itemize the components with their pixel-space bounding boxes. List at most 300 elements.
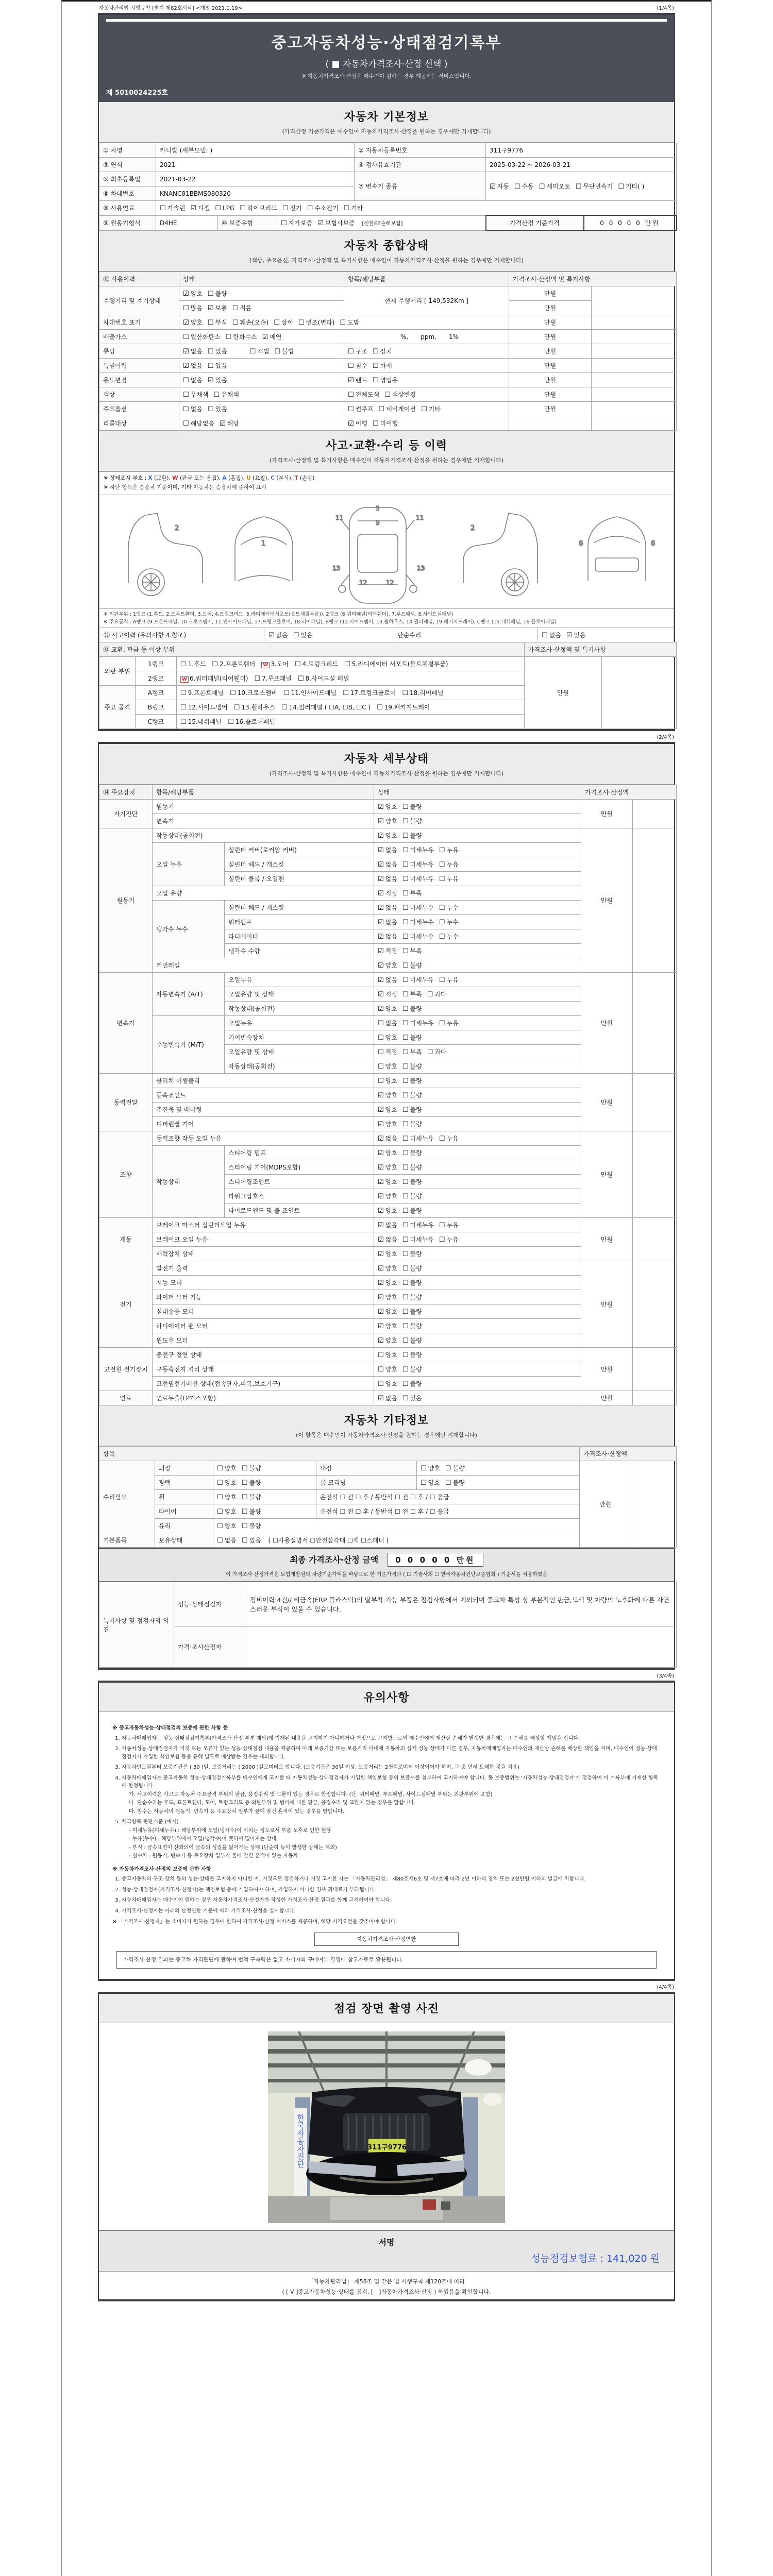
checkbox-icon: ☐ <box>207 290 214 298</box>
checkbox-없음[interactable] <box>217 1536 237 1545</box>
checkbox-있음[interactable] <box>208 361 227 370</box>
accident-history-checks <box>264 628 393 642</box>
checkbox-적법[interactable] <box>250 347 270 355</box>
checkbox-없음[interactable] <box>378 845 397 854</box>
checkbox-변조(변타)[interactable] <box>298 318 334 327</box>
panel-part-3.도어[interactable] <box>261 659 289 668</box>
checkbox-누유[interactable] <box>439 1221 459 1229</box>
checkbox-양호[interactable] <box>378 1365 397 1374</box>
item-cell <box>344 359 509 373</box>
checkbox-icon: ☐ <box>274 319 280 327</box>
checkbox-불량[interactable] <box>242 1478 261 1487</box>
checkbox-label: 양호 <box>224 1508 237 1516</box>
checkbox-유채색[interactable] <box>213 390 239 399</box>
checkbox-label: 많음 <box>190 304 203 312</box>
checkbox-양호[interactable] <box>378 1336 397 1345</box>
checkbox-무채색[interactable] <box>183 390 208 399</box>
panel-part-19.패키지트레이[interactable] <box>377 703 430 711</box>
checkbox-없음[interactable] <box>378 1019 397 1027</box>
checkbox-불량[interactable] <box>402 1120 422 1128</box>
checkbox-label: 불량 <box>410 818 422 825</box>
checkbox-매연[interactable] <box>262 332 282 341</box>
device-group-label: 제동 <box>99 1218 153 1261</box>
checkbox-불량[interactable] <box>402 1062 422 1071</box>
panel-part-5.라디에이터 서포트(볼트체결부품)[interactable] <box>344 659 448 668</box>
repair-mark-icon: W <box>180 676 189 683</box>
checkbox-icon: ☑ <box>378 919 384 927</box>
checkbox-불량[interactable] <box>402 1278 422 1287</box>
checkbox-불량[interactable] <box>402 1336 422 1345</box>
note-cell <box>592 330 677 344</box>
checkbox-양호[interactable] <box>183 289 203 298</box>
checkbox-없음[interactable] <box>378 1221 397 1229</box>
checkbox-icon: ☑ <box>268 632 275 640</box>
checkbox-불량[interactable] <box>402 831 422 840</box>
checkbox-하이브리드[interactable] <box>240 204 277 212</box>
checkbox-불량[interactable] <box>402 1091 422 1099</box>
panel-part-16.플로어패널[interactable] <box>228 717 275 726</box>
checkbox-없음[interactable] <box>268 631 288 639</box>
checkbox-label: 누수 <box>446 904 459 912</box>
checkbox-미이행[interactable] <box>373 419 398 428</box>
checkbox-미세누유[interactable] <box>402 1235 434 1244</box>
panel-part-8.사이드실 패널[interactable] <box>298 674 349 683</box>
checkbox-불량[interactable] <box>445 1464 465 1472</box>
opinion-label: 특기사항 및 점검자의 의견 <box>99 1582 174 1668</box>
checkbox-불량[interactable] <box>402 1321 422 1330</box>
checkbox-label: 불법 <box>282 348 294 355</box>
checkbox-양호[interactable] <box>378 802 397 811</box>
checkbox-있음[interactable] <box>208 347 227 355</box>
checkbox-미세누유[interactable] <box>402 975 434 984</box>
checkbox-렌트[interactable] <box>348 376 367 384</box>
checkbox-양호[interactable] <box>378 1076 397 1085</box>
checkbox-label: 없음 <box>385 1135 397 1143</box>
checkbox-불량[interactable] <box>402 1105 422 1114</box>
checkbox-불량[interactable] <box>242 1493 261 1501</box>
checkbox-보통[interactable] <box>208 303 227 312</box>
checkbox-양호[interactable] <box>378 1004 397 1013</box>
checkbox-icon: ☐ <box>217 1522 223 1531</box>
checkbox-양호[interactable] <box>378 1307 397 1316</box>
checkbox-불량[interactable] <box>402 1365 422 1374</box>
checkbox-없음[interactable] <box>183 404 203 413</box>
checkbox-양호[interactable] <box>378 1148 397 1157</box>
checkbox-미세누유[interactable] <box>402 874 434 883</box>
checkbox-부족[interactable] <box>402 1047 422 1056</box>
checkbox-불량[interactable] <box>402 1148 422 1157</box>
checkbox-불량[interactable] <box>402 1379 422 1388</box>
checkbox-영업용[interactable] <box>373 376 398 384</box>
checkbox-양호[interactable] <box>378 1264 397 1273</box>
checkbox-없음[interactable] <box>183 361 203 370</box>
checkbox-가솔린[interactable] <box>160 204 185 212</box>
value-inspection-period: 2025-03-22 ~ 2026-03-21 <box>486 158 677 172</box>
checkbox-없음[interactable] <box>378 860 397 869</box>
checkbox-누유[interactable] <box>439 1134 459 1143</box>
detail-state-checks <box>374 915 581 929</box>
panel-part-14.필러패널 ( ☐A, ☐B, ☐C )[interactable] <box>281 703 371 711</box>
checkbox-icon: ☐ <box>402 689 409 698</box>
checkbox-양호[interactable] <box>378 1033 397 1042</box>
checkbox-양호[interactable] <box>378 1120 397 1128</box>
checkbox-icon: ☑ <box>183 362 189 370</box>
detail-state-checks <box>374 1319 581 1333</box>
checkbox-icon: ☐ <box>232 304 239 312</box>
checkbox-없음[interactable] <box>378 1235 397 1244</box>
checkbox-구조[interactable] <box>348 347 367 355</box>
checkbox-양호[interactable] <box>378 1321 397 1330</box>
checkbox-불법[interactable] <box>275 347 294 355</box>
checkbox-양호[interactable] <box>378 1163 397 1172</box>
panel-part-9.프론트패널[interactable] <box>180 688 224 697</box>
checkbox-양호[interactable] <box>217 1464 237 1472</box>
panel-part-label: 1.후드 <box>188 660 206 668</box>
checkbox-일산화탄소[interactable] <box>183 332 221 341</box>
detail-state-checks <box>374 1030 581 1045</box>
checkbox-색상변경[interactable] <box>384 390 416 399</box>
checkbox-부족[interactable] <box>402 946 422 955</box>
checkbox-양호[interactable] <box>378 1350 397 1359</box>
checkbox-불량[interactable] <box>242 1521 261 1530</box>
overall-row-튜닝 <box>99 344 677 359</box>
detail-row <box>99 1391 677 1405</box>
diagram-label: 9 <box>376 519 380 527</box>
detail-item-label: 냉각수 수량 <box>225 944 374 958</box>
checkbox-이행[interactable] <box>348 419 367 428</box>
checkbox-없음[interactable] <box>378 903 397 912</box>
checkbox-무단변속기[interactable] <box>576 182 613 191</box>
checkbox-있음[interactable] <box>208 404 227 413</box>
checkbox-icon: ☐ <box>539 183 545 191</box>
checkbox-양호[interactable] <box>378 1192 397 1200</box>
checkbox-label: 자동 <box>497 183 509 190</box>
checkbox-없음[interactable] <box>378 918 397 926</box>
checkbox-적정[interactable] <box>378 1047 397 1056</box>
checkbox-적정[interactable] <box>378 889 397 897</box>
checkbox-미세누수[interactable] <box>402 903 434 912</box>
checkbox-누유[interactable] <box>439 845 459 854</box>
checkbox-icon: ☐ <box>241 1494 248 1502</box>
checkbox-과다[interactable] <box>427 990 447 998</box>
checkbox-불량[interactable] <box>402 1350 422 1359</box>
checkbox-양호[interactable] <box>378 1278 397 1287</box>
state-checks <box>179 344 344 359</box>
detail-item-label: 구동축전지 격리 상태 <box>153 1362 374 1377</box>
checkbox-상이[interactable] <box>274 318 293 327</box>
checkbox-없음[interactable] <box>378 1134 397 1143</box>
rank-note-cell <box>602 657 677 729</box>
checkbox-icon: ☐ <box>402 1063 409 1071</box>
detail-state-checks <box>374 1016 581 1030</box>
checkbox-기타[interactable] <box>421 404 441 413</box>
checkbox-LPG[interactable] <box>215 205 234 212</box>
checkbox-label: 부식 <box>215 319 227 326</box>
checkbox-전기[interactable] <box>282 204 302 212</box>
checkbox-미세누수[interactable] <box>402 918 434 926</box>
checkbox-양호[interactable] <box>421 1464 440 1472</box>
checkbox-누수[interactable] <box>439 903 459 912</box>
checkbox-label: 불량 <box>410 1077 422 1085</box>
checkbox-양호[interactable] <box>183 318 203 327</box>
panel-part-12.사이드멤버[interactable] <box>180 703 228 711</box>
checkbox-없음[interactable] <box>378 1394 397 1402</box>
checkbox-있음[interactable] <box>293 631 313 639</box>
status-code-segment: (손상) <box>298 475 315 481</box>
checkbox-label: 양호 <box>385 1149 397 1157</box>
rank-label: C랭크 <box>136 715 177 729</box>
checkbox-없음[interactable] <box>183 347 203 355</box>
checkbox-불량[interactable] <box>402 1293 422 1301</box>
checkbox-양호[interactable] <box>378 817 397 825</box>
checkbox-미세누유[interactable] <box>402 1134 434 1143</box>
checkbox-label: 무단변속기 <box>583 183 613 190</box>
checkbox-수소전기[interactable] <box>307 204 339 212</box>
panel-part-4.트렁크리드[interactable] <box>295 659 338 668</box>
checkbox-화재[interactable] <box>373 361 392 370</box>
detail-state-checks <box>374 1117 581 1131</box>
checkbox-기타( )[interactable] <box>618 182 644 191</box>
checkbox-icon: ☐ <box>439 1135 445 1143</box>
document-note: ※ 자동차가격조사·산정은 매수인이 원하는 경우 제공하는 서비스입니다. <box>301 73 472 79</box>
checkbox-label: 없음 <box>224 1537 237 1545</box>
checkbox-label: 불량 <box>452 1479 465 1487</box>
checkbox-icon: ☐ <box>294 660 301 669</box>
usage-label: 용도변경 <box>99 373 179 387</box>
checkbox-없음[interactable] <box>378 932 397 941</box>
checkbox-훼손(오손)[interactable] <box>232 318 268 327</box>
checkbox-icon: ☐ <box>372 377 379 384</box>
checkbox-도말[interactable] <box>340 318 359 327</box>
detail-price-cell: 만원 <box>581 800 633 828</box>
diagram-label: 13 <box>417 564 425 572</box>
checkbox-자가보증[interactable] <box>281 218 312 227</box>
checkbox-누유[interactable] <box>439 1019 459 1027</box>
checkbox-불량[interactable] <box>402 1004 422 1013</box>
label-car-name: ① 차명 <box>99 143 156 158</box>
checkbox-탄화수소[interactable] <box>226 332 257 341</box>
checkbox-적정[interactable] <box>378 990 397 998</box>
checkbox-icon: ☐ <box>282 205 289 212</box>
checkbox-있음[interactable] <box>402 1394 422 1402</box>
panel-part-13.휠하우스[interactable] <box>234 703 275 711</box>
checkbox-양호[interactable] <box>421 1478 440 1487</box>
checkbox-해당[interactable] <box>220 419 239 428</box>
checkbox-양호[interactable] <box>378 1206 397 1215</box>
item-cell <box>344 402 509 416</box>
checkbox-미세누유[interactable] <box>402 845 434 854</box>
checkbox-icon: ☐ <box>421 1465 427 1473</box>
checkbox-불량[interactable] <box>402 1264 422 1273</box>
checkbox-양호[interactable] <box>378 1249 397 1258</box>
checkbox-불량[interactable] <box>402 1177 422 1186</box>
panel-part-10.크로스멤버[interactable] <box>230 688 277 697</box>
checkbox-세미오토[interactable] <box>539 182 570 191</box>
checkbox-디젤[interactable] <box>190 204 210 212</box>
checkbox-icon: ☐ <box>402 1034 409 1042</box>
notice-title: 유의사항 <box>363 1691 410 1705</box>
checkbox-누유[interactable] <box>439 975 459 984</box>
panel-part-11.인사이드패널[interactable] <box>283 688 337 697</box>
checkbox-label: 양호 <box>385 1366 397 1374</box>
price-cell: 만원 <box>509 402 592 416</box>
checkbox-양호[interactable] <box>378 1105 397 1114</box>
checkbox-양호[interactable] <box>378 1062 397 1071</box>
detail-item-label: 실린더 커버(로커암 커버) <box>225 843 374 857</box>
checkbox-있음[interactable] <box>208 376 227 384</box>
state-checks <box>179 402 344 416</box>
checkbox-과다[interactable] <box>427 1047 447 1056</box>
panel-part-2.프론트휀더[interactable] <box>212 659 255 668</box>
checkbox-누수[interactable] <box>439 932 459 941</box>
checkbox-있음[interactable] <box>242 1536 261 1545</box>
checkbox-미세누유[interactable] <box>402 1019 434 1027</box>
checkbox-부족[interactable] <box>402 990 422 998</box>
checkbox-label: 불량 <box>410 1279 422 1287</box>
checkbox-불량[interactable] <box>402 817 422 825</box>
checkbox-불량[interactable] <box>402 802 422 811</box>
detail-state-checks <box>374 1290 581 1304</box>
checkbox-침수[interactable] <box>348 361 367 370</box>
checkbox-label: 불량 <box>410 1294 422 1301</box>
panel-part-label: 3.도어 <box>271 660 289 668</box>
checkbox-icon: ☐ <box>180 718 187 726</box>
checkbox-없음[interactable] <box>542 631 561 639</box>
checkbox-label: 불량 <box>410 1121 422 1128</box>
device-group-label: 고전원 전기장치 <box>99 1348 153 1391</box>
checkbox-해당없음[interactable] <box>183 419 214 428</box>
hold-state-tail: ( ☐사용설명서 ☐안전삼각대 ☐잭 ☐스패너 ) <box>268 1537 389 1545</box>
detail-item-label: 기어변속장치 <box>225 1030 374 1045</box>
detail-item-label: 발전기 출력 <box>153 1261 374 1276</box>
checkbox-label: 양호 <box>385 1294 397 1301</box>
checkbox-icon: ☐ <box>298 319 305 327</box>
checkbox-불량[interactable] <box>208 289 227 298</box>
document-number: 제 5010024225호 <box>106 89 169 97</box>
checkbox-불량[interactable] <box>242 1464 261 1472</box>
checkbox-label: 양호 <box>224 1494 237 1501</box>
checkbox-label: 양호 <box>385 962 397 970</box>
panel-part-18.리어패널[interactable] <box>402 688 443 697</box>
checkbox-양호[interactable] <box>378 1177 397 1186</box>
checkbox-적정[interactable] <box>378 946 397 955</box>
checkbox-icon: ☐ <box>402 1250 409 1259</box>
checkbox-자동[interactable] <box>490 182 509 191</box>
status-code-segment: T <box>294 475 298 481</box>
checkbox-수동[interactable] <box>514 182 534 191</box>
item-cell <box>344 416 509 431</box>
panel-part-6.쿼터패널(리어휀더)[interactable] <box>180 674 248 683</box>
checkbox-icon: ☐ <box>427 991 433 999</box>
checkbox-적음[interactable] <box>232 303 252 312</box>
detail-head-item: 항목/해당부품 <box>153 785 374 800</box>
checkbox-icon: ☐ <box>542 632 548 640</box>
checkbox-없음[interactable] <box>378 975 397 984</box>
checkbox-없음[interactable] <box>183 376 203 384</box>
checkbox-누유[interactable] <box>439 1235 459 1244</box>
checkbox-label: 미세누유 <box>410 976 434 984</box>
checkbox-icon: ☐ <box>402 919 409 927</box>
detail-head-state: 상태 <box>374 785 581 800</box>
checkbox-label: 침수 <box>355 362 367 369</box>
detail-item-label: 오일누유 <box>225 1016 374 1030</box>
checkbox-양호[interactable] <box>378 831 397 840</box>
checkbox-양호[interactable] <box>378 1091 397 1099</box>
checkbox-불량[interactable] <box>402 1076 422 1085</box>
checkbox-양호[interactable] <box>217 1521 237 1530</box>
checkbox-불량[interactable] <box>402 1192 422 1200</box>
checkbox-전체도색[interactable] <box>348 390 379 399</box>
checkbox-label: 불량 <box>410 832 422 840</box>
checkbox-불량[interactable] <box>402 1249 422 1258</box>
detail-row <box>99 828 677 843</box>
price-cell: 만원 <box>509 315 592 330</box>
checkbox-불량[interactable] <box>402 1163 422 1172</box>
checkbox-미세누유[interactable] <box>402 860 434 869</box>
detail-state-checks <box>374 1189 581 1204</box>
checkbox-미세누유[interactable] <box>402 1221 434 1229</box>
checkbox-누유[interactable] <box>439 874 459 883</box>
status-code-segment: (요철), <box>250 475 271 481</box>
panel-part-15.대쉬패널[interactable] <box>180 717 222 726</box>
panel-part-1.후드[interactable] <box>180 659 206 668</box>
checkbox-보험사보증[interactable] <box>317 218 355 227</box>
notice-subitem: - 부식 : 금속표면이 산화되어 금속의 성질을 잃어가는 상태 (단순히 녹이 발생한 상태는 제외) <box>129 1844 337 1851</box>
checkbox-부식[interactable] <box>208 318 227 327</box>
checkbox-양호[interactable] <box>217 1507 237 1516</box>
overall-head-item: 항목/해당부품 <box>344 272 509 286</box>
checkbox-양호[interactable] <box>217 1493 237 1501</box>
checkbox-미세누수[interactable] <box>402 932 434 941</box>
checkbox-불량[interactable] <box>402 1206 422 1215</box>
tire-checks <box>213 1504 316 1519</box>
checkbox-icon: ☐ <box>378 405 385 413</box>
checkbox-양호[interactable] <box>378 1379 397 1388</box>
checkbox-불량[interactable] <box>402 1307 422 1316</box>
checkbox-icon: ☐ <box>402 904 409 912</box>
checkbox-누유[interactable] <box>439 860 459 869</box>
checkbox-많음[interactable] <box>183 303 203 312</box>
panel-part-17.트렁크플로어[interactable] <box>343 688 396 697</box>
checkbox-label: 세미오토 <box>546 183 570 190</box>
checkbox-부족[interactable] <box>402 889 422 897</box>
checkbox-icon: ☐ <box>439 1020 445 1028</box>
checkbox-네비게이션[interactable] <box>378 404 416 413</box>
checkbox-불량[interactable] <box>242 1507 261 1516</box>
checkbox-불량[interactable] <box>402 1033 422 1042</box>
checkbox-icon: ☐ <box>402 1178 409 1187</box>
checkbox-양호[interactable] <box>378 1293 397 1301</box>
checkbox-누수[interactable] <box>439 918 459 926</box>
price-cell: 만원 <box>509 373 592 387</box>
checkbox-양호[interactable] <box>217 1478 237 1487</box>
checkbox-썬루프[interactable] <box>348 404 373 413</box>
checkbox-있음[interactable] <box>566 631 586 639</box>
checkbox-icon: ☐ <box>254 675 261 683</box>
checkbox-불량[interactable] <box>445 1478 465 1487</box>
detail-state-checks <box>374 1247 581 1261</box>
checkbox-없음[interactable] <box>378 874 397 883</box>
checkbox-장치[interactable] <box>373 347 392 355</box>
checkbox-label: 양호 <box>190 319 203 326</box>
checkbox-양호[interactable] <box>378 961 397 970</box>
panel-legend-frame: ※ 주요골격 : A랭크 (9.프론트패널, 10.크로스멤버, 11.인사이드패널, 17.트렁크플로어, 18.리어패널), B랭크 (12.사이드멤버, 13.휠하우스, 14.필러패널, 19.패키지트레이), C랭크 (15.대쉬패널, 16.플로어패널) <box>104 619 557 625</box>
checkbox-기타[interactable] <box>344 204 363 212</box>
checkbox-불량[interactable] <box>402 961 422 970</box>
overall-state-table <box>99 272 677 431</box>
value-car-name: 카니발 (세부모델: ) <box>156 143 355 158</box>
panel-part-7.루프패널[interactable] <box>255 674 292 683</box>
